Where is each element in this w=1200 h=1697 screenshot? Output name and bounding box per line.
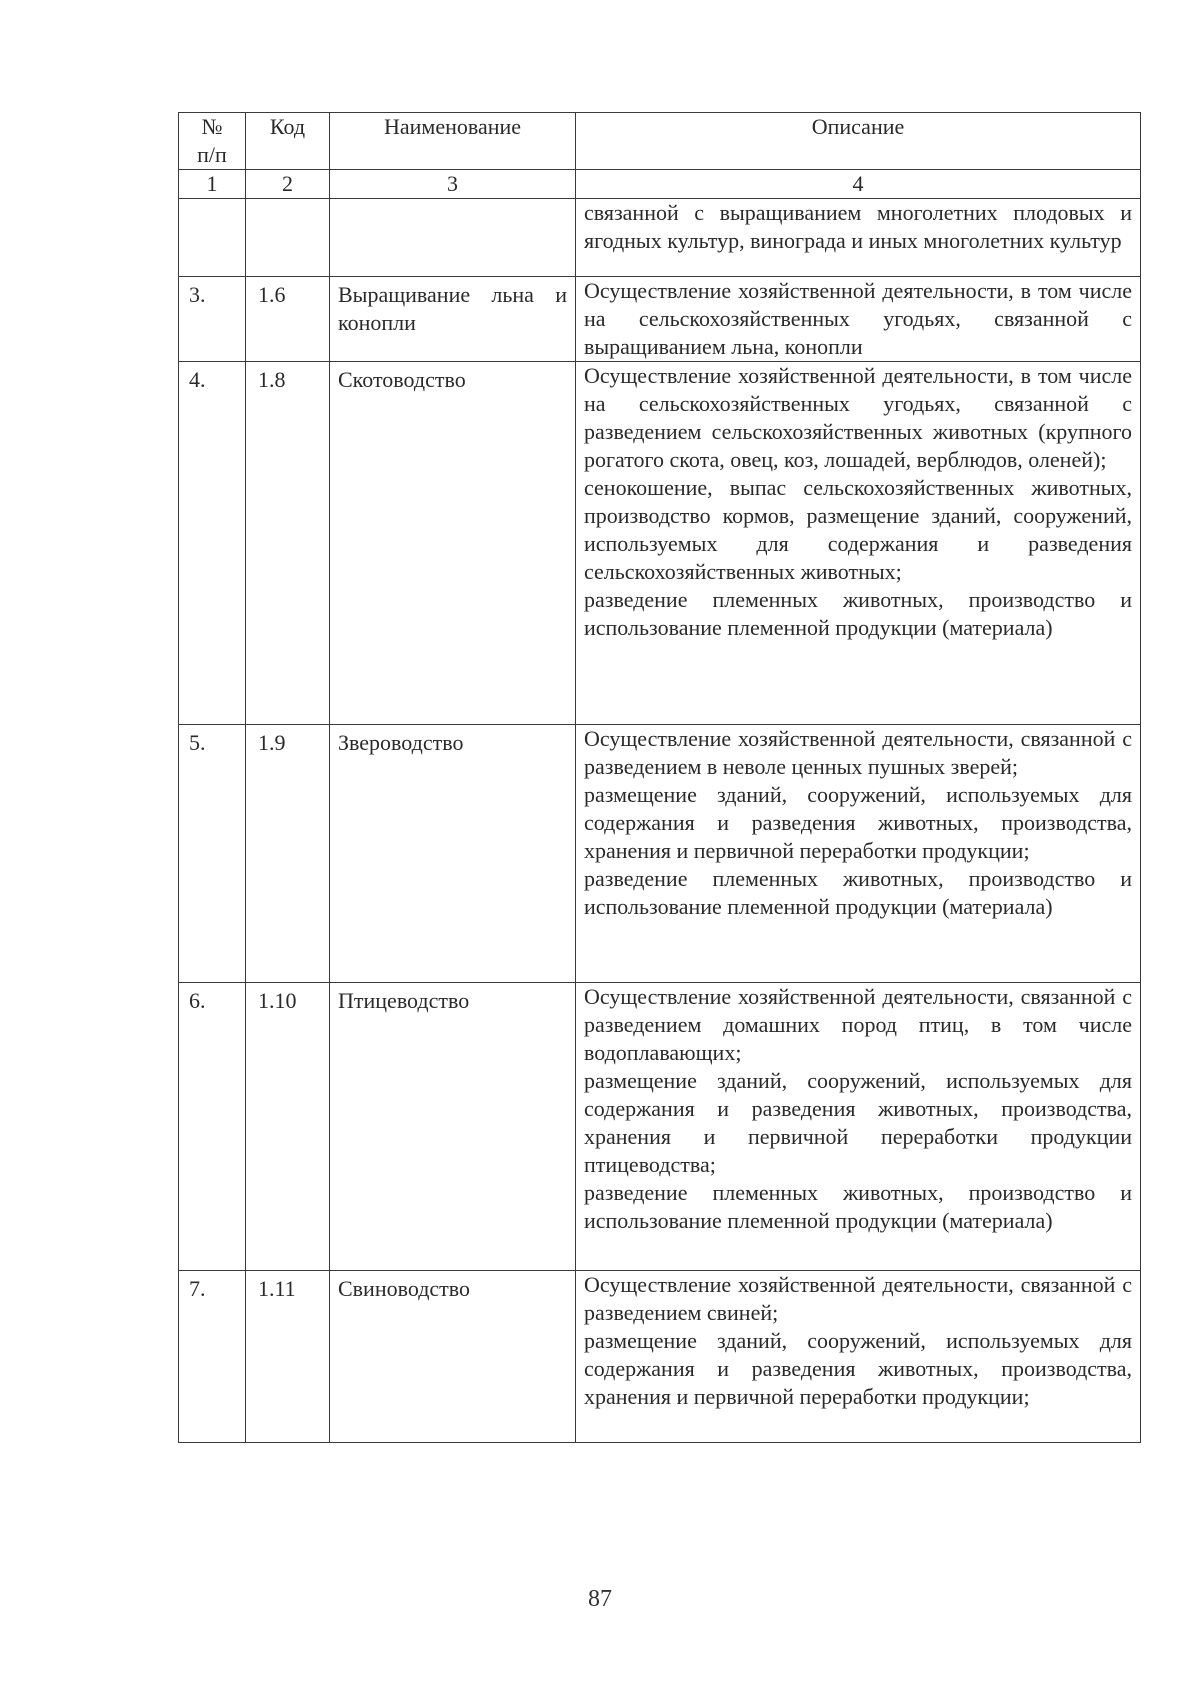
description-paragraph: связанной с выращиванием многолетних плодовых и ягодных культур, винограда и иных многолетних культур — [584, 200, 1132, 253]
row-code: 1.9 — [246, 725, 330, 983]
row-description — [576, 983, 1141, 1271]
description-paragraph: разведение племенных животных, производство и использование племенной продукции (материала) — [584, 866, 1132, 919]
row-number: 7. — [179, 1271, 246, 1443]
column-number: 3 — [330, 170, 576, 199]
row-number — [179, 199, 246, 277]
description-paragraph: размещение зданий, сооружений, используемых для содержания и разведения животных, производства, хранения и первичной переработки продукции; — [584, 782, 1132, 863]
row-number: 5. — [179, 725, 246, 983]
row-name: Выращивание льна и конопли — [330, 277, 576, 362]
row-name — [330, 199, 576, 277]
row-name: Свиноводство — [330, 1271, 576, 1443]
description-paragraph: Осуществление хозяйственной деятельности, в том числе на сельскохозяйственных угодьях, связанной с разведением сельскохозяйственных животных (крупного рогатого скота, овец, коз, лошадей, верблюдов, оленей); — [584, 363, 1132, 472]
table-row — [179, 983, 1141, 1271]
row-description — [576, 277, 1141, 362]
table-header-row — [179, 113, 1141, 170]
row-description — [576, 725, 1141, 983]
row-description — [576, 362, 1141, 725]
table-row — [179, 277, 1141, 362]
description-paragraph: сенокошение, выпас сельскохозяйственных животных, производство кормов, размещение зданий, сооружений, используемых для содержания и разведения сельскохозяйственных животных; — [584, 475, 1132, 584]
land-use-table — [178, 112, 1141, 1443]
column-number: 2 — [246, 170, 330, 199]
table-row — [179, 1271, 1141, 1443]
header-name: Наименование — [330, 113, 576, 170]
header-description: Описание — [576, 113, 1141, 170]
description-paragraph: размещение зданий, сооружений, используемых для содержания и разведения животных, производства, хранения и первичной переработки продукции птицеводства; — [584, 1068, 1132, 1177]
row-number: 3. — [179, 277, 246, 362]
table-row — [179, 362, 1141, 725]
row-code: 1.11 — [246, 1271, 330, 1443]
header-num: № п/п — [179, 113, 246, 170]
description-paragraph: Осуществление хозяйственной деятельности, связанной с разведением в неволе ценных пушных зверей; — [584, 726, 1132, 779]
column-number-row — [179, 170, 1141, 199]
row-description — [576, 1271, 1141, 1443]
row-code — [246, 199, 330, 277]
description-paragraph: разведение племенных животных, производство и использование племенной продукции (материала) — [584, 1180, 1132, 1233]
description-paragraph: разведение племенных животных, производство и использование племенной продукции (материала) — [584, 587, 1132, 640]
column-number: 4 — [576, 170, 1141, 199]
row-name: Птицеводство — [330, 983, 576, 1271]
description-paragraph: Осуществление хозяйственной деятельности, связанной с разведением домашних пород птиц, в том числе водоплавающих; — [584, 984, 1132, 1065]
row-description — [576, 199, 1141, 277]
row-code: 1.10 — [246, 983, 330, 1271]
row-number: 4. — [179, 362, 246, 725]
row-number: 6. — [179, 983, 246, 1271]
table-body — [179, 199, 1141, 1443]
description-paragraph: Осуществление хозяйственной деятельности, связанной с разведением свиней; — [584, 1272, 1132, 1325]
column-number: 1 — [179, 170, 246, 199]
header-code: Код — [246, 113, 330, 170]
row-code: 1.6 — [246, 277, 330, 362]
table-row — [179, 199, 1141, 277]
row-code: 1.8 — [246, 362, 330, 725]
description-paragraph: размещение зданий, сооружений, используемых для содержания и разведения животных, производства, хранения и первичной переработки продукции; — [584, 1328, 1132, 1409]
table-row — [179, 725, 1141, 983]
description-paragraph: Осуществление хозяйственной деятельности, в том числе на сельскохозяйственных угодьях, связанной с выращиванием льна, конопли — [584, 278, 1132, 359]
page-number: 87 — [588, 1586, 612, 1612]
row-name: Звероводство — [330, 725, 576, 983]
row-name: Скотоводство — [330, 362, 576, 725]
